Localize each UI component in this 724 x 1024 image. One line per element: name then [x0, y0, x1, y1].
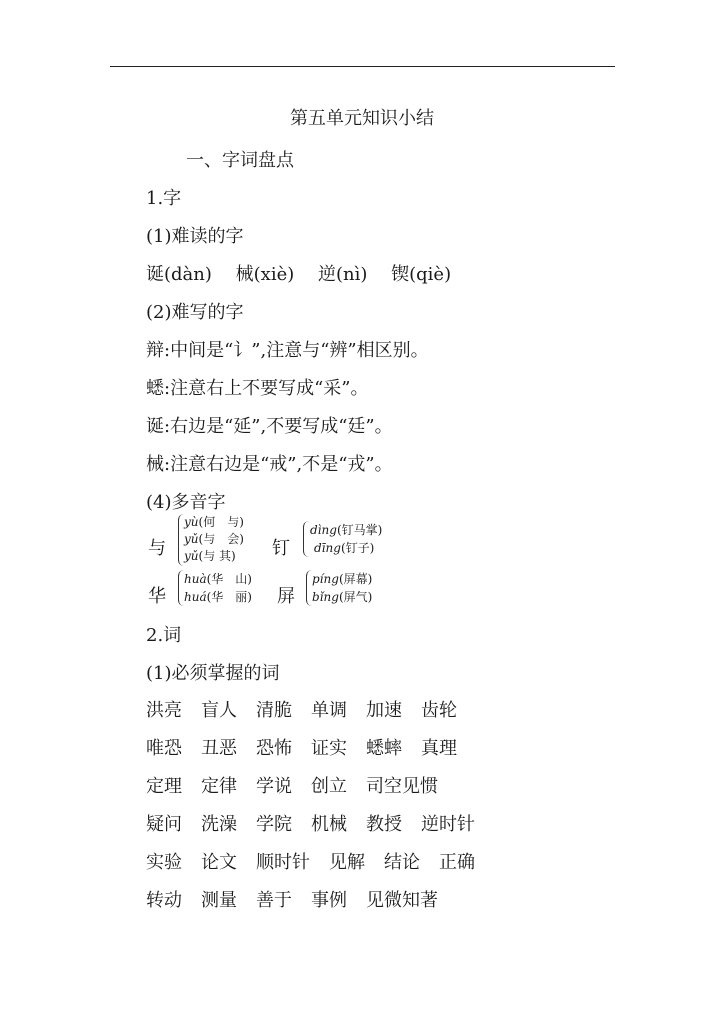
heading-duoyin: (4)多音字 [146, 492, 226, 513]
word: 司空见惯 [366, 776, 438, 797]
word: 见微知著 [366, 890, 438, 911]
word: 见解 [329, 852, 365, 873]
word: 单调 [311, 700, 347, 721]
word: 恐怖 [256, 738, 292, 759]
word-row [146, 734, 476, 760]
section-heading: 一、字词盘点 [186, 150, 294, 171]
heading-bixu: (1)必须掌握的词 [146, 663, 280, 684]
poly-reading: yǔ(与 会) [184, 532, 244, 546]
word-row [146, 848, 494, 874]
heading-nanxie: (2)难写的字 [146, 302, 244, 323]
word: 正确 [439, 852, 475, 873]
header-rule [110, 66, 615, 67]
poly-reading: dīng(钉子) [314, 541, 375, 555]
heading-ci: 2.词 [146, 625, 182, 646]
poly-reading: yǔ(与 其) [184, 549, 236, 563]
poly-char: 华 [148, 586, 166, 607]
nanxie-line: 械:注意右边是“戒”,不是“戎”。 [146, 454, 393, 475]
nandu-char: 逆(nì) [317, 264, 368, 285]
word: 蟋蟀 [366, 738, 402, 759]
word: 逆时针 [421, 814, 475, 835]
nandu-char: 诞(dàn) [146, 264, 212, 285]
word-row [146, 810, 494, 836]
nandu-char: 锲(qiè) [391, 264, 452, 285]
word: 教授 [366, 814, 402, 835]
nanxie-line: 诞:右边是“延”,不要写成“廷”。 [146, 416, 393, 437]
word: 事例 [311, 890, 347, 911]
word: 证实 [311, 738, 347, 759]
word-row [146, 886, 457, 912]
heading-nandu: (1)难读的字 [146, 226, 244, 247]
poly-reading: dìng(钉马掌) [310, 523, 383, 537]
word: 真理 [421, 738, 457, 759]
poly-char: 与 [148, 538, 166, 559]
nandu-char: 械(xiè) [235, 264, 295, 285]
word: 盲人 [201, 700, 237, 721]
nandu-row [146, 260, 451, 286]
poly-reading: bǐng(屏气) [312, 590, 373, 604]
nanxie-line: 辩:中间是“讠”,注意与“辨”相区别。 [146, 340, 429, 361]
word: 学院 [256, 814, 292, 835]
word-row [146, 696, 476, 722]
word: 定律 [201, 776, 237, 797]
word: 齿轮 [421, 700, 457, 721]
word: 洗澡 [201, 814, 237, 835]
poly-reading: huà(华 山) [184, 572, 252, 586]
word: 论文 [201, 852, 237, 873]
poly-reading: yù(何 与) [184, 515, 244, 529]
poly-char: 屏 [277, 586, 295, 607]
word: 善于 [256, 890, 292, 911]
word: 转动 [146, 890, 182, 911]
word: 洪亮 [146, 700, 182, 721]
word: 顺时针 [256, 852, 310, 873]
poly-reading: píng(屏幕) [312, 572, 373, 586]
page-title: 第五单元知识小结 [290, 108, 434, 129]
word: 结论 [384, 852, 420, 873]
brace [303, 521, 310, 557]
word: 加速 [366, 700, 402, 721]
word: 清脆 [256, 700, 292, 721]
word: 疑问 [146, 814, 182, 835]
word: 实验 [146, 852, 182, 873]
poly-reading: huá(华 丽) [184, 590, 252, 604]
word-row [146, 772, 457, 798]
word: 唯恐 [146, 738, 182, 759]
poly-char: 钉 [272, 538, 290, 559]
word: 测量 [201, 890, 237, 911]
heading-zi: 1.字 [146, 188, 182, 209]
word: 定理 [146, 776, 182, 797]
word: 创立 [311, 776, 347, 797]
word: 丑恶 [201, 738, 237, 759]
word: 机械 [311, 814, 347, 835]
word: 学说 [256, 776, 292, 797]
nanxie-line: 蟋:注意右上不要写成“采”。 [146, 378, 369, 399]
